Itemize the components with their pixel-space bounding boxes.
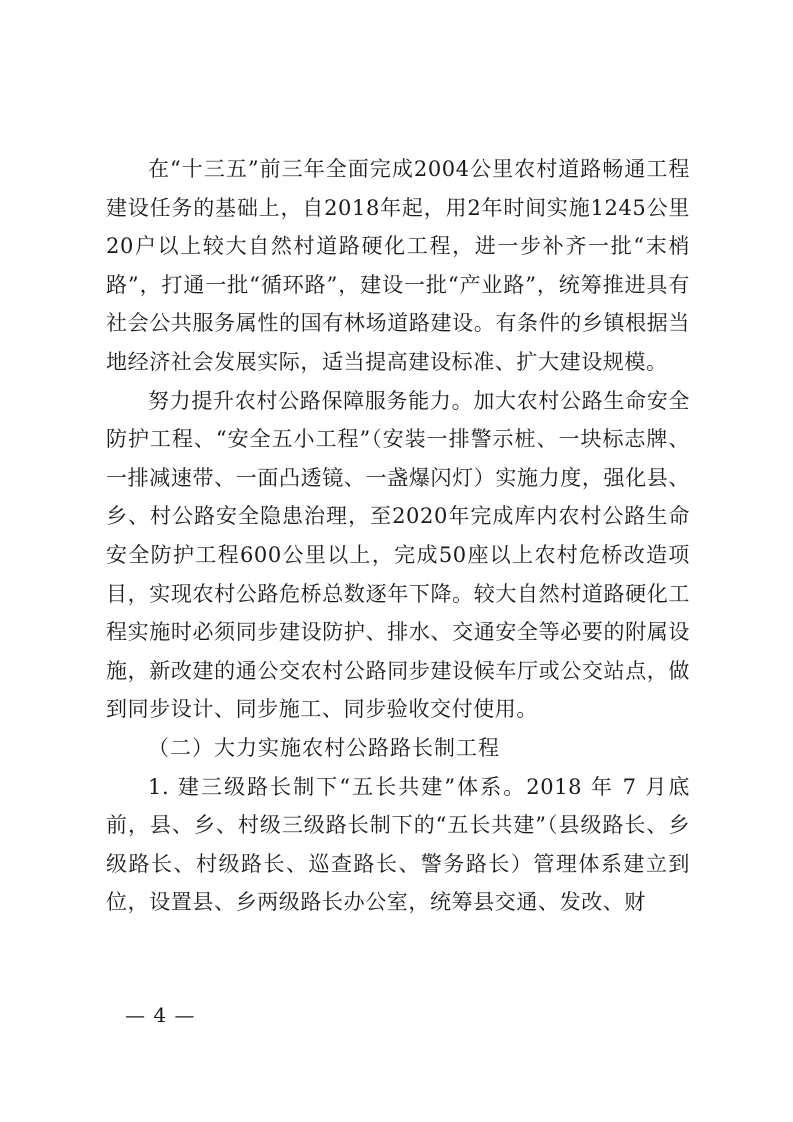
page-number: — 4 — [125,1003,196,1027]
paragraph-safety-capacity: 努力提升农村公路保障服务能力。加大农村公路生命安全防护工程、“安全五小工程”（安装一排警示桩、一块标志牌、一排减速带、一面凸透镜、一盏爆闪灯）实施力度，强化县、乡、村公路安全隐患治理，至2020年完成库内农村公路生命安全防护工程600公里以上，完成50座以上农村危桥改造项目，实现农村公路危桥总数逐年下降。较大自然村道路硬化工程实施时必须同步建设防护、排水、交通安全等必要的附属设施，新改建的通公交农村公路同步建设候车厅或公交站点，做到同步设计、同步施工、同步验收交付使用。 [106,388,690,722]
paragraph-road-construction: 在“十三五”前三年全面完成2004公里农村道路畅通工程建设任务的基础上，自2018年起，用2年时间实施1245公里 20户以上较大自然村道路硬化工程，进一步补齐一批“末梢路”，打通一批“循环路”，建设一批“产业路”，统筹推进具有社会公共服务属性的国有林场道路建设。有条件的乡镇根据当地经济社会发展实际，适当提高建设标准、扩大建设规模。 [106,157,690,374]
paragraph-road-chief-system: 1. 建三级路长制下“五长共建”体系。2018 年 7 月底前，县、乡、村级三级路长制下的“五长共建”（县级路长、乡级路长、村级路长、巡查路长、警务路长）管理体系建立到位，设置县、乡两级路长办公室，统筹县交通、发改、财 [106,774,690,915]
document-body [106,150,690,922]
section-heading: （二）大力实施农村公路路长制工程 [148,735,500,760]
